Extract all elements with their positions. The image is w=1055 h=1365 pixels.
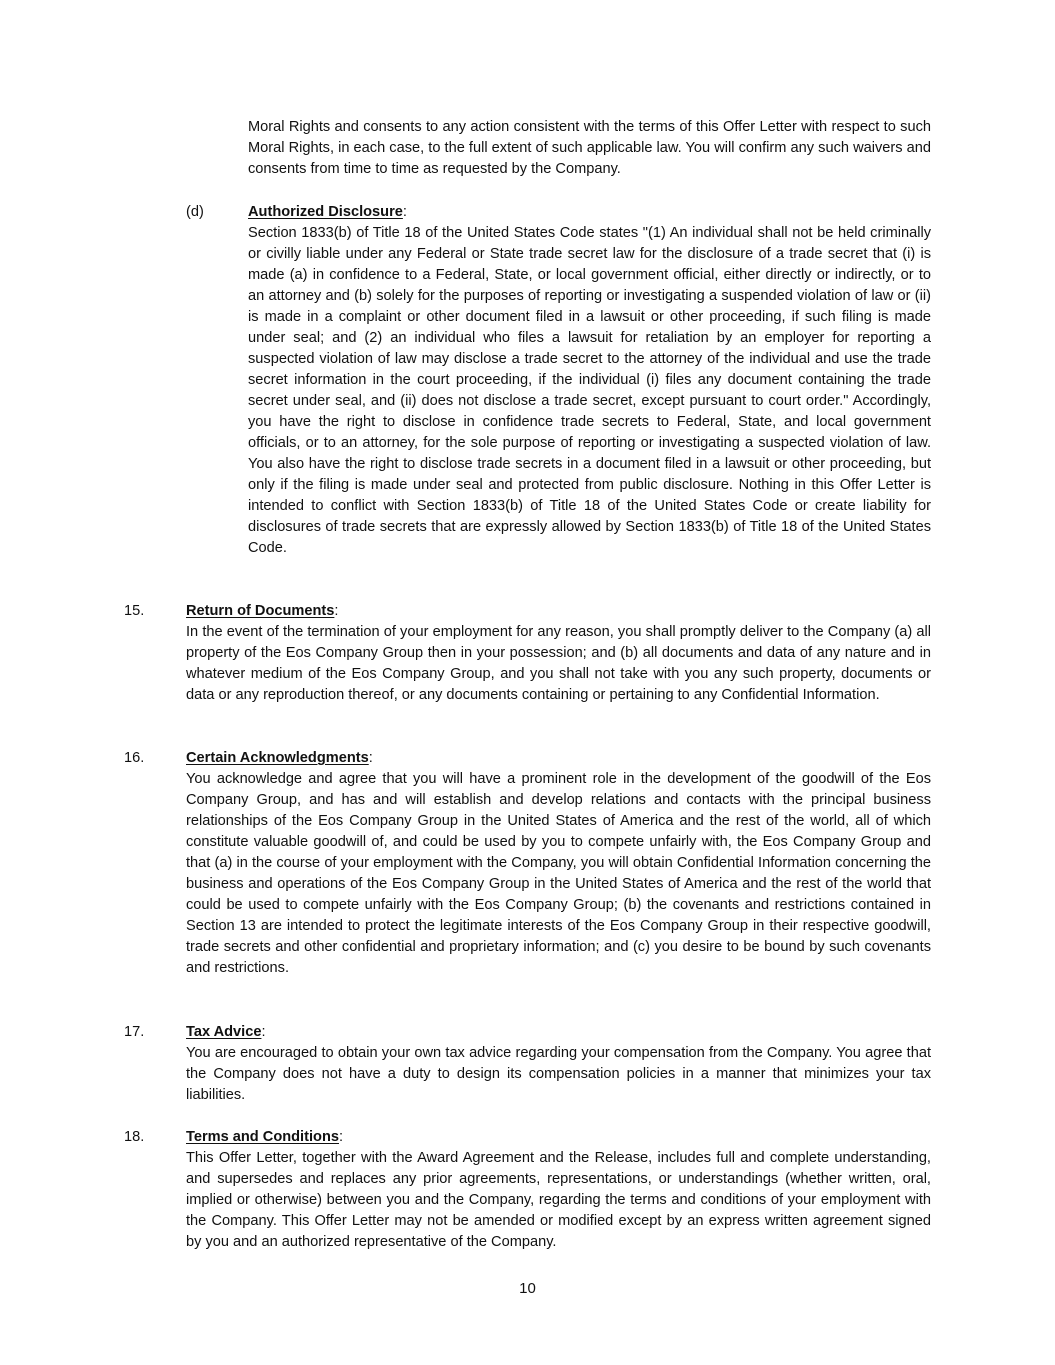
section-15-heading	[186, 601, 338, 622]
section-18-number: 18.	[124, 1129, 145, 1145]
section-17-colon: :	[261, 1024, 266, 1040]
section-15-body: In the event of the termination of your employment for any reason, you shall promptly deliver to the Company (a) all property of the Eos Company Group then in your possession; and (b) all documents and data of any nature and in whatever medium of the Eos Company Group, and you shall not take with you any such property, documents or data or any reproduction thereof, or any documents containing or pertaining to any Confidential Information.	[186, 624, 931, 703]
subsection-d-title: Authorized Disclosure	[248, 204, 403, 220]
section-15-title: Return of Documents	[186, 603, 335, 619]
subsection-d-body: Section 1833(b) of Title 18 of the United States Code states "(1) An individual shall not be held criminally or civilly liable under any Federal or State trade secret law for the disclosure of a trade secret that (i) is made (a) in confidence to a Federal, State, or local government official, either directly or indirectly, or to an attorney and (b) solely for the purposes of reporting or investigating a suspended violation of law or (ii) is made in a complaint or other document filed in a lawsuit or other proceeding, if such filing is made under seal; and (2) an individual who files a lawsuit for retaliation by an employer for reporting a suspected violation of law may disclose a trade secret to the attorney of the individual and use the trade secret information in the court proceeding, if the individual (i) files any document containing the trade secret under seal, and (ii) does not disclose a trade secret, except pursuant to court order." Accordingly, you have the right to disclose in confidence trade secrets to Federal, State, and local government officials, or to an attorney, for the sole purpose of reporting or investigating a suspected violation of law. You also have the right to disclose trade secrets in a document filed in a lawsuit or other proceeding, but only if the filing is made under seal and protected from public disclosure. Nothing in this Offer Letter is intended to conflict with Section 1833(b) of Title 18 of the United States Code or create liability for disclosures of trade secrets that are expressly allowed by Section 1833(b) of Title 18 of the United States Code.	[248, 225, 931, 556]
section-15-number: 15.	[124, 603, 145, 619]
section-16-title: Certain Acknowledgments	[186, 750, 369, 766]
section-16-colon: :	[368, 750, 373, 766]
section-17-title: Tax Advice	[186, 1024, 262, 1040]
subsection-d-heading	[248, 202, 407, 223]
section-16-body: You acknowledge and agree that you will have a prominent role in the development of the goodwill of the Eos Company Group, and has and will establish and develop relations and contacts with the principal business relationships of the Eos Company Group in the United States of America and the rest of the world, all of which constitute valuable goodwill of, and could be used by you to compete unfairly with, the Eos Company Group and that (a) in the course of your employment with the Company, you will obtain Confidential Information concerning the business and operations of the Eos Company Group in the United States of America and the rest of the world that could be used to compete unfairly with the Eos Company Group; (b) the covenants and restrictions contained in Section 13 are intended to protect the legitimate interests of the Eos Company Group in their respective goodwill, trade secrets and other confidential and proprietary information; and (c) you desire to be bound by such covenants and restrictions.	[186, 771, 931, 976]
continuation-paragraph: Moral Rights and consents to any action consistent with the terms of this Offer Letter with respect to such Moral Rights, in each case, to the full extent of such applicable law. You will confirm any such waivers and consents from time to time as requested by the Company.	[248, 119, 931, 177]
section-16-number: 16.	[124, 750, 145, 766]
section-17-number: 17.	[124, 1024, 145, 1040]
section-18-title: Terms and Conditions	[186, 1129, 339, 1145]
section-18-colon: :	[338, 1129, 344, 1145]
section-18-heading	[186, 1127, 343, 1148]
section-16-heading	[186, 748, 373, 769]
subsection-d-label: (d)	[186, 204, 204, 220]
subsection-d-colon: :	[402, 204, 407, 220]
section-18-body: This Offer Letter, together with the Award Agreement and the Release, includes full and complete understanding, and supersedes and replaces any prior agreements, representations, or understandings (whether written, oral, implied or otherwise) between you and the Company, regarding the terms and conditions of your employment with the Company. This Offer Letter may not be amended or modified except by an express written agreement signed by you and an authorized representative of the Company.	[186, 1150, 931, 1250]
page-number: 10	[519, 1280, 536, 1297]
section-17-body: You are encouraged to obtain your own tax advice regarding your compensation from the Company. You agree that the Company does not have a duty to design its compensation policies in a manner that minimizes your tax liabilities.	[186, 1045, 931, 1103]
section-17-heading	[186, 1022, 266, 1043]
section-15-colon: :	[334, 603, 339, 619]
